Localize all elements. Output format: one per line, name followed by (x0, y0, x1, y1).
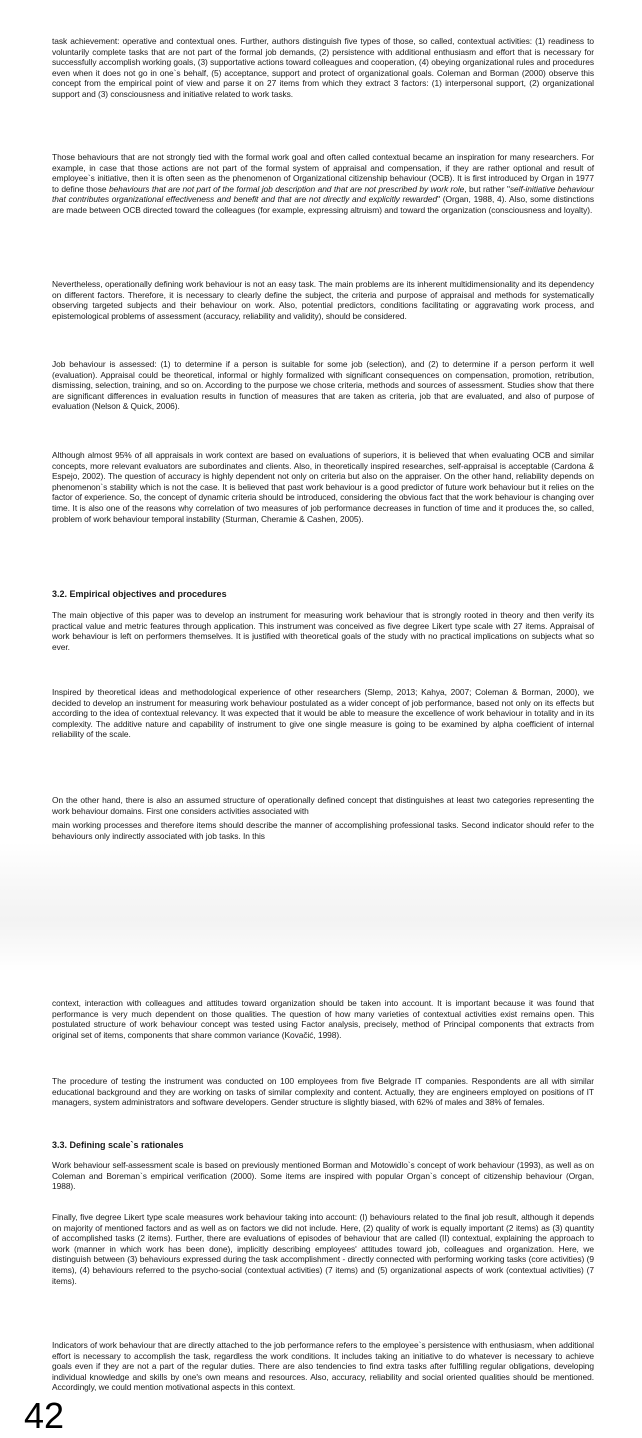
paragraph-inspired-by: Inspired by theoretical ideas and methodological experience of other researchers (Slemp, 2013; Kahya, 2007; Coleman & Borman, 2000), we decided to develop an instrument for measuring work behaviour postulated as a wider concept of job performance, based not only on its effects but according to the idea of contextual relevancy. It was expected that it would be able to measure the excellence of work behaviour in totality and in its complexity. The additive nature and capability of instrument to give one single measure is going to be examined by alpha coefficient of internal reliability of the scale. (52, 687, 594, 740)
page-gap (0, 842, 642, 972)
ocb-text-e: " (Organ, 1988, 4). Also, some distinctions are made between OCB directed toward the colleagues (for example, expressing altruism) and toward the organization (consciousness and loyalty). (52, 194, 594, 215)
paragraph-context-interaction: context, interaction with colleagues and attitudes toward organization should be taken into account. It is important because it was found that performance is very much dependent on those qualities. The question of how many varieties of contextual activities exist remains open. This postulated structure of work behaviour concept was tested using Factor analysis, precisely, method of Principal components that extracts from original set of items, components that share common variance (Kovačić, 1998). (52, 998, 594, 1040)
page-number: 42 (24, 1395, 65, 1436)
paragraph-likert-scale: Finally, five degree Likert type scale measures work behaviour taking into account: (I) behaviours related to the final job result, although it depends on majority of mentioned factors and as well as on factors we did not include. Here, (2) quality of work is equally important (2 items) as (3) quantity of accomplished tasks (2 items). Further, there are evaluations of episodes of behaviour that are called (II) contextual, explaining the approach to work (manner in which work has been done), implicitly describing employees' attitudes toward job, colleagues and organization. Here, we distinguish between (3) behaviours expressed during the task accomplishment - directly connected with performing working tasks (core activities) (9 items), (4) behaviours referred to the psycho-social (contextual activities) (7 items) and (5) organizational aspects of work (contextual activities) (7 items). (52, 1212, 594, 1286)
ocb-quote-2: self-initiative behaviour that contributes organizational effectiveness and benefit and that are not directly and explicitly rewarded (52, 183, 594, 205)
paragraph-assumed-structure: On the other hand, there is also an assumed structure of operationally defined concept that distinguishes at least two categories representing the work behaviour domains. First one considers activities associated with (52, 795, 594, 816)
paragraph-self-assessment-scale: Work behaviour self-assessment scale is based on previously mentioned Borman and Motowidlo`s concept of work behaviour (1993), as well as on Coleman and Boreman`s empirical verification (2000). Some items are inspired with popular Organ`s concept of citizenship behaviour (Organ, 1988). (52, 1160, 594, 1192)
paragraph-main-objective: The main objective of this paper was to develop an instrument for measuring work behaviour that is strongly rooted in theory and then verify its practical value and metric features through application. This instrument was conceived as five degree Likert type scale with 27 items. Appraisal of work behaviour is left on performers themselves. It is justified with theoretical goals of the study with no practical implications on subjects what so ever. (52, 610, 594, 652)
heading-empirical-objectives: 3.2. Empirical objectives and procedures (52, 589, 227, 599)
paragraph-ocb (52, 152, 594, 216)
paragraph-appraisals: Although almost 95% of all appraisals in work context are based on evaluations of superiors, it is believed that when evaluating OCB and similar concepts, more relevant evaluators are subordinates and clients. Also, in theoretically inspired researches, self-appraisal is acceptable (Cardona & Espejo, 2002). The question of accuracy is highly dependent not only on criteria but also on the appraiser. On the other hand, reliability depends on phenomenon`s stability which is not the case. It is believed that past work behaviour is a good predictor of future work behaviour but it relies on the factor of experience. So, the concept of dynamic criteria should be introduced, considering the obvious fact that the work behaviour is changing over time. It is also one of the reasons why correlation of two measures of job performance decreases in function of time and it produces the, so called, problem of work behaviour temporal instability (Sturman, Cheramie & Cashen, 2005). (52, 450, 594, 524)
paragraph-testing-procedure: The procedure of testing the instrument was conducted on 100 employees from five Belgrade IT companies. Respondents are all with similar educational background and they are working on tasks of similar complexity and content. Actually, they are engineers employed on positions of IT managers, system administrators and software developers. Gender structure is slightly biased, with 62% of males and 38% of females. (52, 1076, 594, 1108)
ocb-text-a: Those behaviours that are not strongly tied with the formal work goal and often called contextual became an inspiration for many researchers. For example, in case that those actions are not part of the formal system of appraisal and compensation, if they are rather optional and result of employee`s initiative, then it is often seen as the phenomenon of Organizational citizenship behaviour (OCB). It is first introduced by Organ in 1977 to define those (52, 152, 594, 194)
ocb-quote-1: behaviours that are not part of the formal job description and that are not prescribed by work role (108, 183, 465, 194)
paragraph-job-assessment: Job behaviour is assessed: (1) to determine if a person is suitable for some job (selection), and (2) to determine if a person perform it well (evaluation). Appraisal could be theoretical, informal or highly formalized with significant consequences on compensation, promotion, retribution, dismissing, selection, training, and so on. According to the purpose we chose criteria, methods and sources of assessment. Studies show that there are significant differences in evaluation results in function of measures that are taken as criteria, job that are evaluated, and also of purpose of evaluation (Nelson & Quick, 2006). (52, 359, 594, 412)
ocb-text-c: , but rather " (464, 183, 510, 194)
paragraph-main-processes: main working processes and therefore items should describe the manner of accomplishing professional tasks. Second indicator should refer to the behaviours only indirectly associated with job tasks. In this (52, 820, 594, 841)
paragraph-indicators: Indicators of work behaviour that are directly attached to the job performance refers to the employee`s persistence with enthusiasm, when additional effort is necessary to accomplish the task, regardless the work conditions. It includes taking an initiative to do whatever is necessary to achieve goals even if they are not a part of the regular duties. There are also tendencies to find extra tasks after fulfilling regular obligations, developing individual knowledge and skills by one's own means and resources. Also, accuracy, reliability and social oriented qualities should be mentioned. Accordingly, we could mention motivational aspects in this context. (52, 1340, 594, 1393)
paragraph-contextual-activities: task achievement: operative and contextual ones. Further, authors distinguish five types of those, so called, contextual activities: (1) readiness to voluntarily complete tasks that are not part of the formal job demands, (2) persistence with additional enthusiasm and effort that is necessary for successfully accomplish working goals, (3) supportative actions toward colleagues and cooperation, (4) obeying organizational rules and procedures even when it does not go in one`s behalf, (5) acceptance, support and protect of organizational goals. Coleman and Borman (2000) observe this concept from the empirical point of view and parse it on 27 items from which they extract 3 factors: (1) interpersonal support, (2) organizational support and (3) consciousness and initiative related to work tasks. (52, 36, 594, 99)
heading-scale-rationales: 3.3. Defining scale`s rationales (52, 1140, 184, 1150)
paragraph-defining-work-behaviour: Nevertheless, operationally defining work behaviour is not an easy task. The main problems are its inherent multidimensionality and its dependency on different factors. Therefore, it is necessary to clearly define the subject, the criteria and purpose of appraisal and methods for systematically observing targeted subjects and their behaviour on work. Also, potential predictors, conditions facilitating or aggravating work process, and epistemological problems of assessment (accuracy, reliability and validity), should be considered. (52, 279, 594, 321)
